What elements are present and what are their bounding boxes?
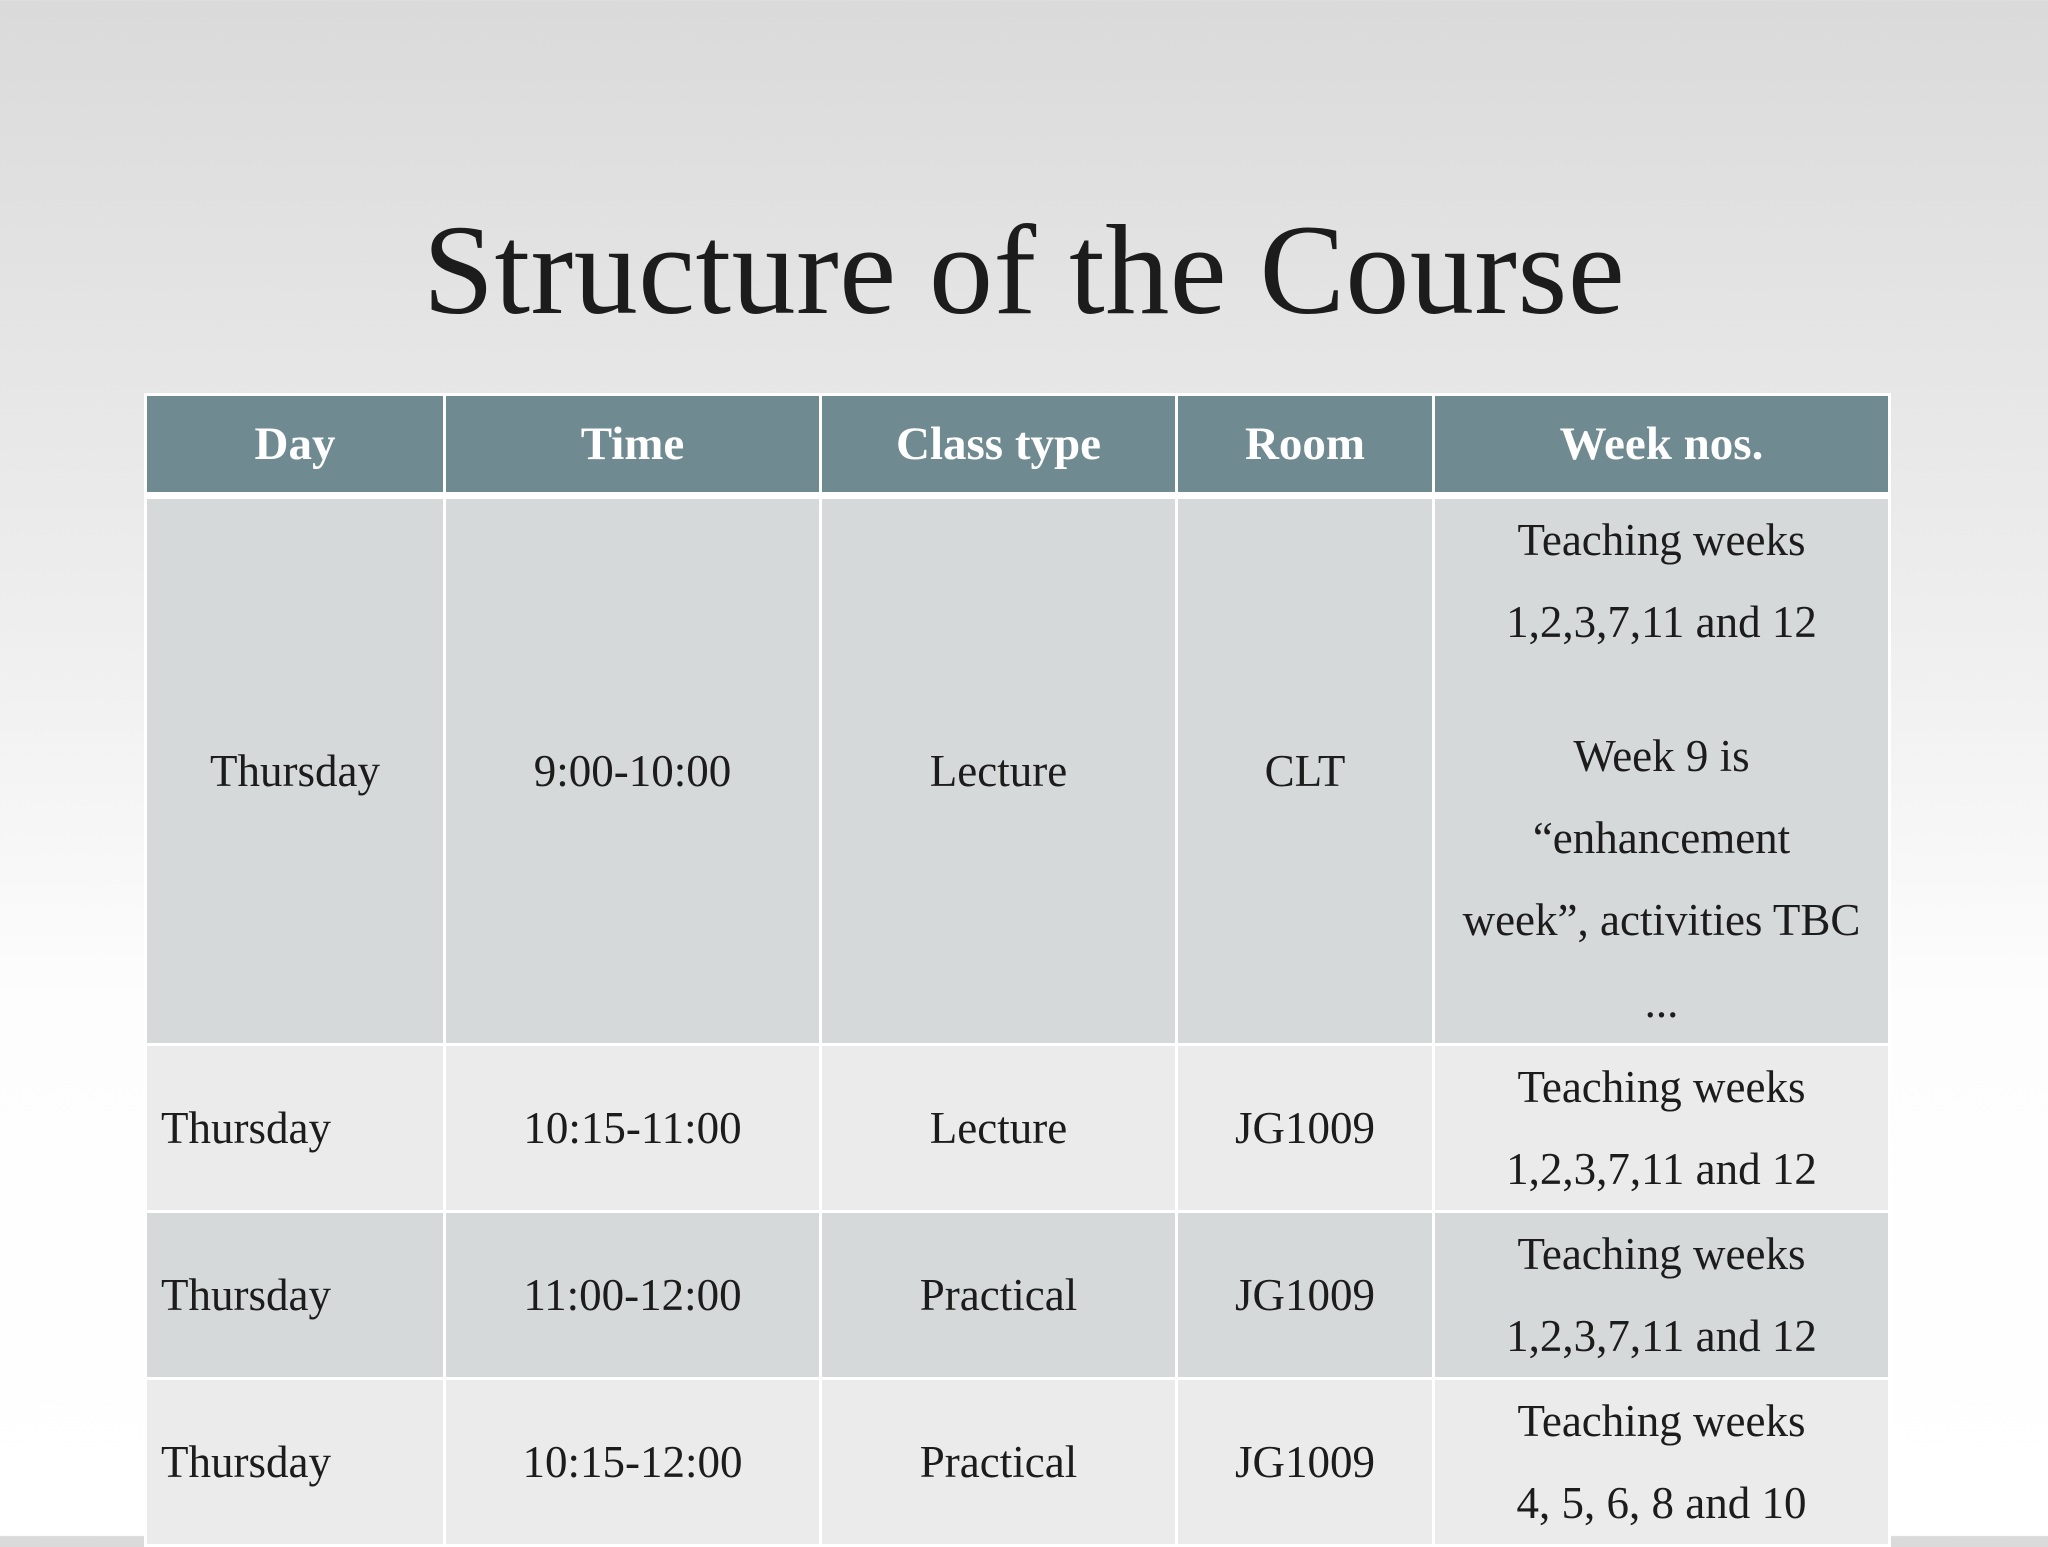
weeks-line: 1,2,3,7,11 and 12 [1506, 1311, 1817, 1361]
table-row [146, 496, 1890, 1045]
header-time: Time [445, 395, 821, 496]
header-week-nos: Week nos. [1434, 395, 1890, 496]
cell-day: Thursday [146, 496, 445, 1045]
table-row [146, 1379, 1890, 1546]
cell-class-type: Practical [821, 1379, 1177, 1546]
weeks-line: Week 9 is [1573, 731, 1750, 781]
cell-day: Thursday [146, 1379, 445, 1546]
cell-time: 10:15-12:00 [445, 1379, 821, 1546]
table-row [146, 1045, 1890, 1212]
cell-week-nos [1434, 496, 1890, 1045]
weeks-line: 1,2,3,7,11 and 12 [1506, 1144, 1817, 1194]
cell-time: 9:00-10:00 [445, 496, 821, 1045]
cell-time: 10:15-11:00 [445, 1045, 821, 1212]
weeks-line: Teaching weeks [1517, 1396, 1806, 1446]
cell-week-nos [1434, 1379, 1890, 1546]
cell-room: CLT [1177, 496, 1434, 1045]
table-header-row [146, 395, 1890, 496]
weeks-line: Teaching weeks [1517, 1062, 1806, 1112]
cell-class-type: Practical [821, 1212, 1177, 1379]
cell-week-nos [1434, 1045, 1890, 1212]
header-day: Day [146, 395, 445, 496]
cell-week-nos [1434, 1212, 1890, 1379]
weeks-line: ... [1644, 977, 1679, 1027]
weeks-line: “enhancement [1532, 813, 1791, 863]
cell-time: 11:00-12:00 [445, 1212, 821, 1379]
cell-room: JG1009 [1177, 1379, 1434, 1546]
table-row [146, 1212, 1890, 1379]
weeks-line: week”, activities TBC [1462, 895, 1861, 945]
cell-room: JG1009 [1177, 1212, 1434, 1379]
cell-class-type: Lecture [821, 496, 1177, 1045]
cell-room: JG1009 [1177, 1045, 1434, 1212]
weeks-line: Teaching weeks [1517, 1229, 1806, 1279]
cell-day: Thursday [146, 1212, 445, 1379]
cell-class-type: Lecture [821, 1045, 1177, 1212]
weeks-line: 4, 5, 6, 8 and 10 [1516, 1478, 1807, 1528]
cell-day: Thursday [146, 1045, 445, 1212]
weeks-line: 1,2,3,7,11 and 12 [1506, 597, 1817, 647]
weeks-line: Teaching weeks [1517, 515, 1806, 565]
schedule-table [144, 393, 1891, 1547]
header-room: Room [1177, 395, 1434, 496]
weeks-spacer [1435, 663, 1888, 715]
slide-title: Structure of the Course [422, 199, 1626, 341]
header-class-type: Class type [821, 395, 1177, 496]
